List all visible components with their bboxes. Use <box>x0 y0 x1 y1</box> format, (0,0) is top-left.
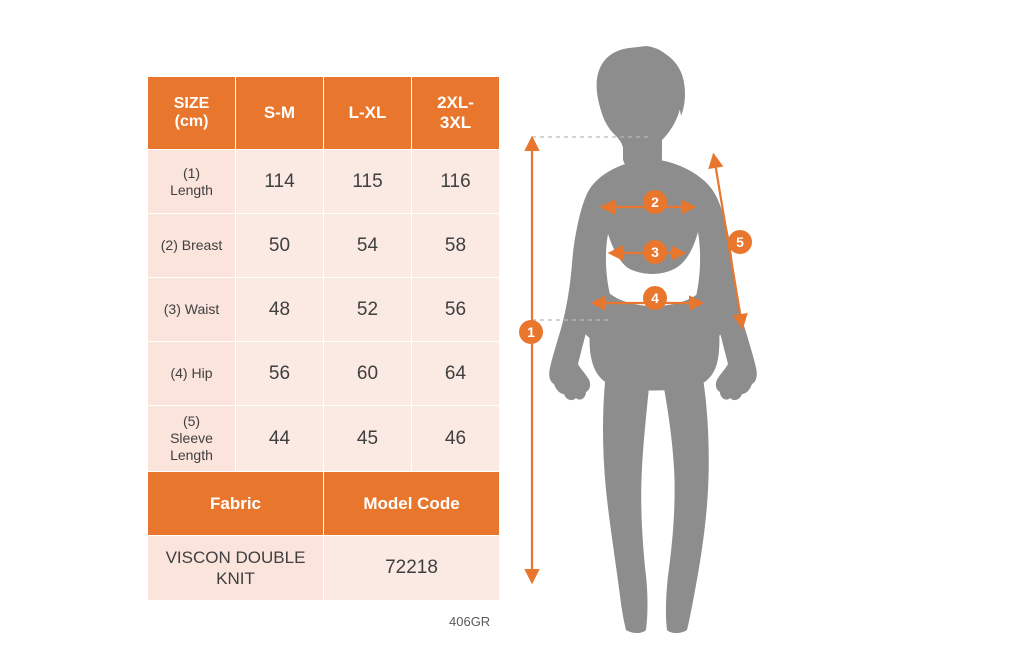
row-label-line2: Sleeve Length <box>170 430 213 463</box>
cell-breast-lxl: 54 <box>324 214 412 278</box>
cell-sleeve-sm: 44 <box>236 406 324 472</box>
header-2xl-line2: 3XL <box>439 113 472 132</box>
header-size-line2: (cm) <box>174 113 209 130</box>
badge-5-sleeve-length: 5 <box>728 230 752 254</box>
cell-length-2xl: 116 <box>412 150 500 214</box>
cell-length-lxl: 115 <box>324 150 412 214</box>
header-2xl-3xl <box>412 77 500 150</box>
cell-waist-2xl: 56 <box>412 278 500 342</box>
cell-hip-sm: 56 <box>236 342 324 406</box>
row-label-breast: (2) Breast <box>148 214 236 278</box>
body-figure-svg <box>510 20 910 640</box>
cell-breast-2xl: 58 <box>412 214 500 278</box>
fabric-value: VISCON DOUBLE KNIT <box>148 536 324 601</box>
badge-4-hip: 4 <box>643 286 667 310</box>
row-label-hip: (4) Hip <box>148 342 236 406</box>
female-body-silhouette <box>549 46 757 633</box>
size-table-container <box>147 76 499 601</box>
fabric-value-row <box>148 536 500 601</box>
table-row <box>148 150 500 214</box>
table-row <box>148 406 500 472</box>
row-label-waist: (3) Waist <box>148 278 236 342</box>
row-label-line1: (1) <box>182 164 201 181</box>
row-label-length <box>148 150 236 214</box>
header-size <box>148 77 236 150</box>
table-header <box>148 77 500 150</box>
table-row <box>148 214 500 278</box>
row-label-line2: Length <box>170 181 213 198</box>
table-body <box>148 150 500 601</box>
model-code-value: 72218 <box>324 536 500 601</box>
header-sm: S-M <box>236 77 324 150</box>
cell-length-sm: 114 <box>236 150 324 214</box>
cell-sleeve-2xl: 46 <box>412 406 500 472</box>
badge-1-length: 1 <box>519 320 543 344</box>
size-table <box>147 76 500 601</box>
fabric-header-row <box>148 472 500 536</box>
cell-hip-lxl: 60 <box>324 342 412 406</box>
cell-sleeve-lxl: 45 <box>324 406 412 472</box>
cell-waist-lxl: 52 <box>324 278 412 342</box>
header-2xl-line1: 2XL- <box>437 93 474 113</box>
table-row <box>148 278 500 342</box>
badge-3-waist: 3 <box>643 240 667 264</box>
cell-breast-sm: 50 <box>236 214 324 278</box>
row-label-sleeve-length <box>148 406 236 472</box>
cell-waist-sm: 48 <box>236 278 324 342</box>
fabric-header: Fabric <box>148 472 324 536</box>
model-reference-code: 406GR <box>449 614 491 629</box>
model-code-header: Model Code <box>324 472 500 536</box>
row-label-line1: (5) <box>182 413 201 430</box>
table-row <box>148 342 500 406</box>
header-lxl: L-XL <box>324 77 412 150</box>
table-header-row <box>148 77 500 150</box>
badge-2-breast: 2 <box>643 190 667 214</box>
figure-area <box>510 20 910 640</box>
header-size-line1: SIZE <box>173 94 210 112</box>
cell-hip-2xl: 64 <box>412 342 500 406</box>
